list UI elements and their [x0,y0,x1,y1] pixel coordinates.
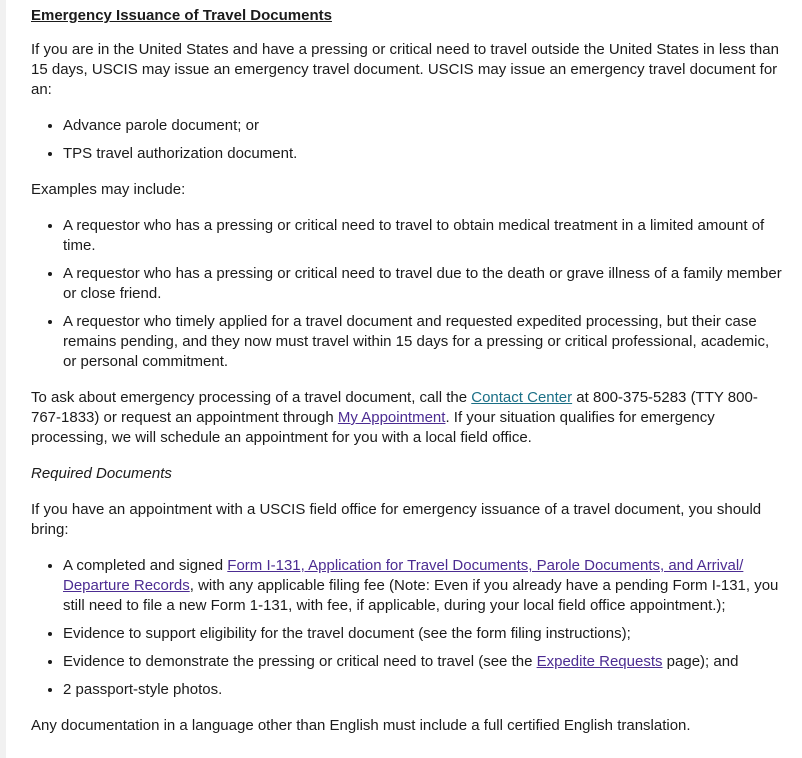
item3-suffix: page); and [662,653,739,670]
article-content [31,6,783,752]
required-documents-subheading: Required Documents [31,465,172,482]
left-border-rule [0,0,6,758]
required-documents-list [31,556,783,700]
document-types-list [31,116,783,164]
section-heading: Emergency Issuance of Travel Documents [31,7,332,24]
appointment-intro-paragraph: If you have an appointment with a USCIS field office for emergency issuance of a travel document, you should bring: [31,501,762,538]
list-item: • TPS travel authorization document. [63,144,783,164]
list-item: • A requestor who has a pressing or critical need to travel due to the death or grave illness of a family member or close friend. [63,264,783,304]
form-i131-link[interactable]: Form I-131, Application for Travel Documents, Parole Documents, and Arrival/ Departure Records [63,557,744,594]
item1-prefix: A completed and signed [63,557,228,574]
list-item: • A requestor who timely applied for a travel document and requested expedited processing, but their case remains pending, and they now must travel within 15 days for a pressing or critical professional, academic, or personal commitment. [63,312,783,372]
contact-center-link[interactable]: Contact Center [471,389,573,406]
item3-prefix: Evidence to demonstrate the pressing or critical need to travel (see the [63,653,537,670]
contact-text-3: . If your situation qualifies for emergency processing, we will schedule an appointment for you with a local field office. [31,409,715,446]
examples-list [31,216,783,372]
list-item: • Advance parole document; or [63,116,783,136]
contact-paragraph [31,388,783,448]
contact-text-1: To ask about emergency processing of a travel document, call the [31,389,472,406]
item1-suffix: , with any applicable filing fee (Note: Even if you already have a pending Form I-131, you still need to file a new Form 1-131, with fee, if applicable, during your local field office appointment.); [63,577,779,614]
translation-note: Any documentation in a language other than English must include a full certified English translation. [31,717,691,734]
list-item [63,652,783,672]
examples-label: Examples may include: [31,181,186,198]
list-item [63,556,783,616]
list-item: • 2 passport-style photos. [63,680,783,700]
list-item: • Evidence to support eligibility for the travel document (see the form filing instructions); [63,624,783,644]
my-appointment-link[interactable]: My Appointment [337,409,446,426]
intro-paragraph: If you are in the United States and have a pressing or critical need to travel outside the United States in less than 15 days, USCIS may issue an emergency travel document. USCIS may issue an emergency travel document for an: [31,41,779,98]
list-item: • A requestor who has a pressing or critical need to travel to obtain medical treatment in a limited amount of time. [63,216,783,256]
expedite-requests-link[interactable]: Expedite Requests [536,653,663,670]
contact-text-2: at 800-375-5283 (TTY 800-767-1833) or request an appointment through [31,389,758,426]
